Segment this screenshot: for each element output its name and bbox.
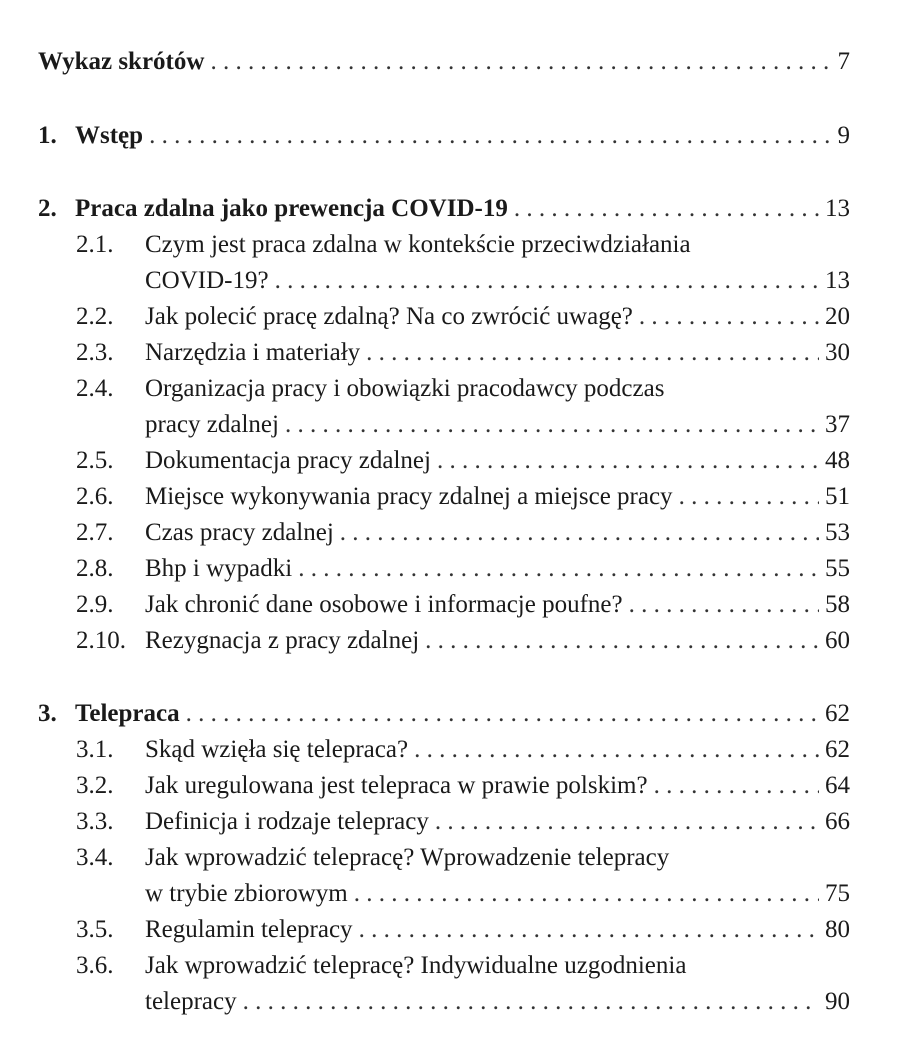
toc-entry-title: Narzędzia i materiały	[145, 339, 361, 366]
toc-page-number: 80	[825, 916, 850, 943]
toc-entry-number: 2.6.	[76, 483, 114, 510]
toc-entry-number: 3.1.	[76, 736, 114, 763]
dot-leader	[425, 623, 819, 659]
toc-entry-number: 2.4.	[76, 375, 114, 402]
toc-entry-title: Organizacja pracy i obowiązki pracodawcy podczas	[145, 375, 665, 402]
toc-entry-number: 3.6.	[76, 952, 114, 979]
dot-leader	[629, 587, 819, 623]
toc-page-number: 62	[825, 700, 850, 727]
toc-entry-title: Miejsce wykonywania pracy zdalnej a miejsce pracy	[145, 483, 673, 510]
toc-page-number: 64	[825, 772, 850, 799]
toc-entry-number: 3.3.	[76, 808, 114, 835]
toc-entry-number: 2.3.	[76, 339, 114, 366]
toc-page-number: 90	[825, 988, 850, 1015]
toc-page-number: 48	[825, 447, 850, 474]
toc-entry-title: Czym jest praca zdalna w kontekście przeciwdziałania	[145, 231, 691, 258]
toc-entry-title: Jak wprowadzić telepracę? Wprowadzenie telepracy	[145, 844, 670, 871]
toc-page-number: 58	[825, 591, 850, 618]
dot-leader	[340, 515, 819, 551]
dot-leader	[243, 984, 819, 1020]
toc-entry-title: Skąd wzięła się telepraca?	[145, 736, 409, 763]
toc-page-number: 9	[837, 122, 850, 149]
toc-entry-title: Wstęp	[75, 122, 144, 149]
toc-entry-title: Telepraca	[75, 700, 180, 727]
dot-leader	[186, 696, 819, 732]
dot-leader	[210, 44, 831, 80]
toc-entry-number: 2.1.	[76, 231, 114, 258]
toc-page-number: 66	[825, 808, 850, 835]
dot-leader	[435, 804, 819, 840]
toc-entry-number: 2.7.	[76, 519, 114, 546]
dot-leader	[359, 912, 819, 948]
toc-entry-title: Wykaz skrótów	[38, 48, 205, 75]
dot-leader	[514, 191, 819, 227]
toc-entry-title: w trybie zbiorowym	[145, 880, 348, 907]
toc-page-number: 75	[825, 880, 850, 907]
dot-leader	[366, 335, 819, 371]
toc-page-number: 55	[825, 555, 850, 582]
toc-entry-number: 2.10.	[76, 627, 126, 654]
toc-page-number: 37	[825, 411, 850, 438]
toc-page-number: 7	[837, 48, 850, 75]
toc-entry-title: Jak uregulowana jest telepraca w prawie polskim?	[145, 772, 648, 799]
toc-entry-number: 3.5.	[76, 916, 114, 943]
toc-page-number: 13	[825, 195, 850, 222]
toc-entry-title: Rezygnacja z pracy zdalnej	[145, 627, 420, 654]
toc-entry-number: 2.	[38, 195, 57, 222]
toc-entry-title: Jak chronić dane osobowe i informacje poufne?	[145, 591, 623, 618]
dot-leader	[354, 876, 819, 912]
dot-leader	[285, 407, 819, 443]
toc-entry-title: COVID-19?	[145, 267, 269, 294]
toc-entry-title: telepracy	[145, 988, 237, 1015]
toc-page-number: 51	[825, 483, 850, 510]
toc-page-number: 60	[825, 627, 850, 654]
toc-entry-number: 3.4.	[76, 844, 114, 871]
toc-page-number: 62	[825, 736, 850, 763]
toc-entry-title: Jak wprowadzić telepracę? Indywidualne uzgodnienia	[145, 952, 687, 979]
toc-entry-number: 3.2.	[76, 772, 114, 799]
toc-entry-title: Bhp i wypadki	[145, 555, 293, 582]
toc-entry-number: 3.	[38, 700, 57, 727]
toc-entry-number: 2.8.	[76, 555, 114, 582]
toc-entry-number: 2.5.	[76, 447, 114, 474]
dot-leader	[679, 479, 819, 515]
toc-page-number: 20	[825, 303, 850, 330]
toc-entry-title: Czas pracy zdalnej	[145, 519, 334, 546]
toc-page-number: 13	[825, 267, 850, 294]
toc-entry-title: Dokumentacja pracy zdalnej	[145, 447, 431, 474]
toc-entry-title: Regulamin telepracy	[145, 916, 353, 943]
toc-entry-title: Praca zdalna jako prewencja COVID-19	[75, 195, 508, 222]
dot-leader	[414, 732, 819, 768]
dot-leader	[149, 118, 831, 154]
dot-leader	[654, 768, 819, 804]
dot-leader	[275, 263, 819, 299]
toc-entry-number: 2.2.	[76, 303, 114, 330]
dot-leader	[639, 299, 819, 335]
toc-entry-title: Definicja i rodzaje telepracy	[145, 808, 429, 835]
toc-entry-number: 1.	[38, 122, 57, 149]
toc-page-number: 30	[825, 339, 850, 366]
dot-leader	[437, 443, 819, 479]
toc-entry-number: 2.9.	[76, 591, 114, 618]
dot-leader	[298, 551, 819, 587]
toc-entry-title: Jak polecić pracę zdalną? Na co zwrócić uwagę?	[145, 303, 633, 330]
toc-page-number: 53	[825, 519, 850, 546]
toc-entry-title: pracy zdalnej	[145, 411, 279, 438]
